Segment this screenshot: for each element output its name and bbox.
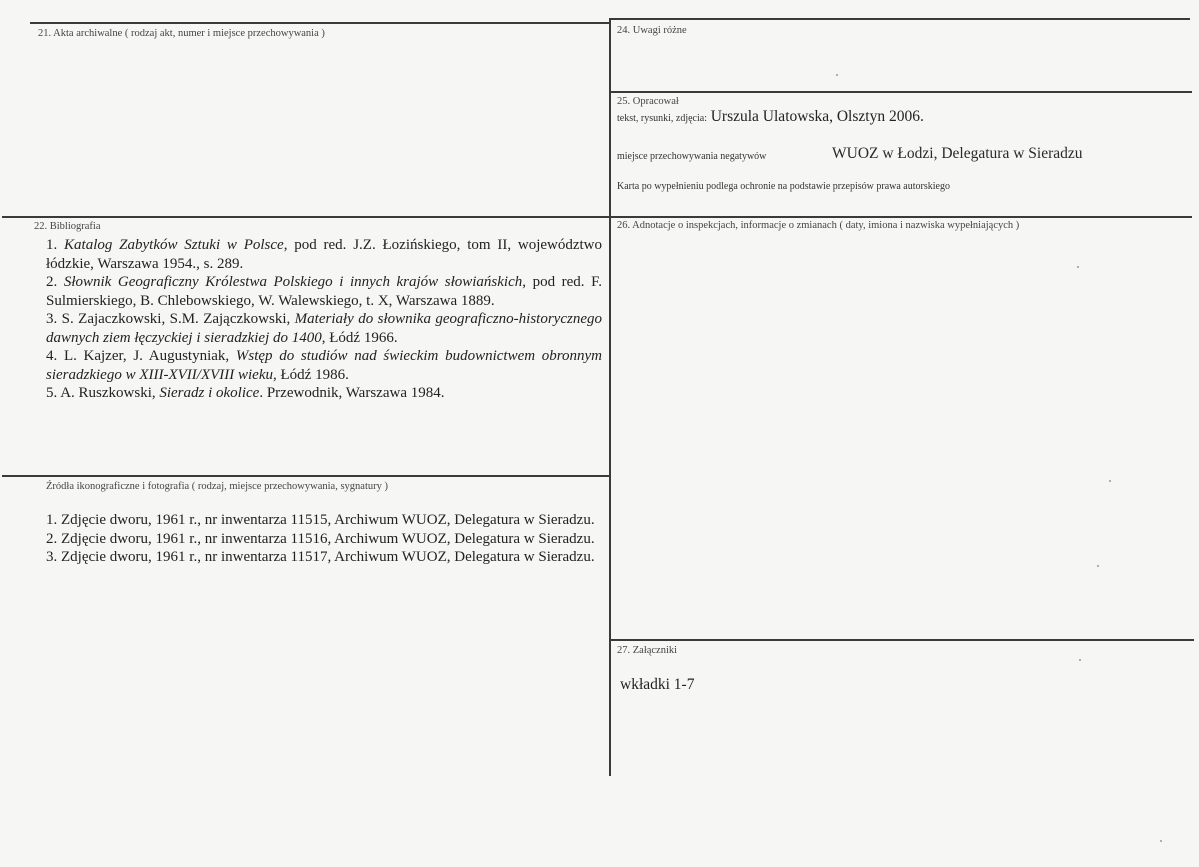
scan-speck <box>1079 659 1081 661</box>
top-border-left <box>30 22 610 24</box>
center-divider <box>609 18 611 776</box>
bibliography-entry: 3. S. Zajaczkowski, S.M. Zajączkowski, Materiały do słownika geograficzno-historycznego dawnych ziem łęczyckiej i sieradzkiej do 1400, Łódź 1966. <box>46 311 602 346</box>
iconography-entry: 3. Zdjęcie dworu, 1961 r., nr inwentarza 11517, Archiwum WUOZ, Delegatura w Sieradzu. <box>46 549 595 565</box>
scan-speck <box>1077 266 1079 268</box>
section-25-label: 25. Opracował <box>617 96 679 107</box>
section-24-label: 24. Uwagi różne <box>617 25 687 36</box>
iconography-entry: 2. Zdjęcie dworu, 1961 r., nr inwentarza 11516, Archiwum WUOZ, Delegatura w Sieradzu. <box>46 530 595 547</box>
authors-value: Urszula Ulatowska, Olsztyn 2006. <box>710 108 924 125</box>
scan-speck <box>1097 565 1099 567</box>
negatives-value: WUOZ w Łodzi, Delegatura w Sieradzu <box>832 145 1083 162</box>
bibliography-entry: 5. A. Ruszkowski, Sieradz i okolice. Przewodnik, Warszawa 1984. <box>46 385 445 401</box>
top-border-right <box>610 18 1190 20</box>
divider-21-22 <box>2 216 1192 218</box>
section-21-label: 21. Akta archiwalne ( rodzaj akt, numer i miejsce przechowywania ) <box>38 28 325 39</box>
section-27-label: 27. Załączniki <box>617 645 678 656</box>
copyright-note: Karta po wypełnieniu podlega ochronie na podstawie przepisów prawa autorskiego <box>617 181 950 192</box>
bibliography-list <box>46 236 602 403</box>
scan-speck <box>1160 840 1162 842</box>
section-23-label: Źródła ikonograficzne i fotografia ( rodzaj, miejsce przechowywania, sygnatury ) <box>46 481 388 492</box>
iconography-list <box>46 511 598 567</box>
authors-prefix: tekst, rysunki, zdjęcia: <box>617 113 707 124</box>
scan-speck <box>1109 480 1111 482</box>
section-26-label: 26. Adnotacje o inspekcjach, informacje o zmianach ( daty, imiona i nazwiska wypełniających ) <box>617 220 1020 231</box>
divider-22-23 <box>2 475 610 477</box>
negatives-prefix: miejsce przechowywania negatywów <box>617 151 767 162</box>
bibliography-entry: 1. Katalog Zabytków Sztuki w Polsce, pod red. J.Z. Łozińskiego, tom II, województwo łódzkie, Warszawa 1954., s. 289. <box>46 237 603 272</box>
attachments-value: wkładki 1-7 <box>620 676 695 693</box>
section-22-label: 22. Bibliografia <box>34 221 101 232</box>
bibliography-entry: 4. L. Kajzer, J. Augustyniak, Wstęp do studiów nad świeckim budownictwem obronnym sieradzkiego w XIII-XVII/XVIII wieku, Łódź 1986. <box>46 348 603 383</box>
bibliography-entry: 2. Słownik Geograficzny Królestwa Polskiego i innych krajów słowiańskich, pod red. F. Sulmierskiego, B. Chlebowskiego, W. Walewskiego, t. X, Warszawa 1889. <box>46 274 603 309</box>
iconography-entry: 1. Zdjęcie dworu, 1961 r., nr inwentarza 11515, Archiwum WUOZ, Delegatura w Sieradzu. <box>46 512 595 528</box>
divider-26-27 <box>610 639 1194 641</box>
authors-line <box>617 108 924 129</box>
divider-24-25 <box>610 91 1192 93</box>
scan-speck <box>836 74 838 76</box>
